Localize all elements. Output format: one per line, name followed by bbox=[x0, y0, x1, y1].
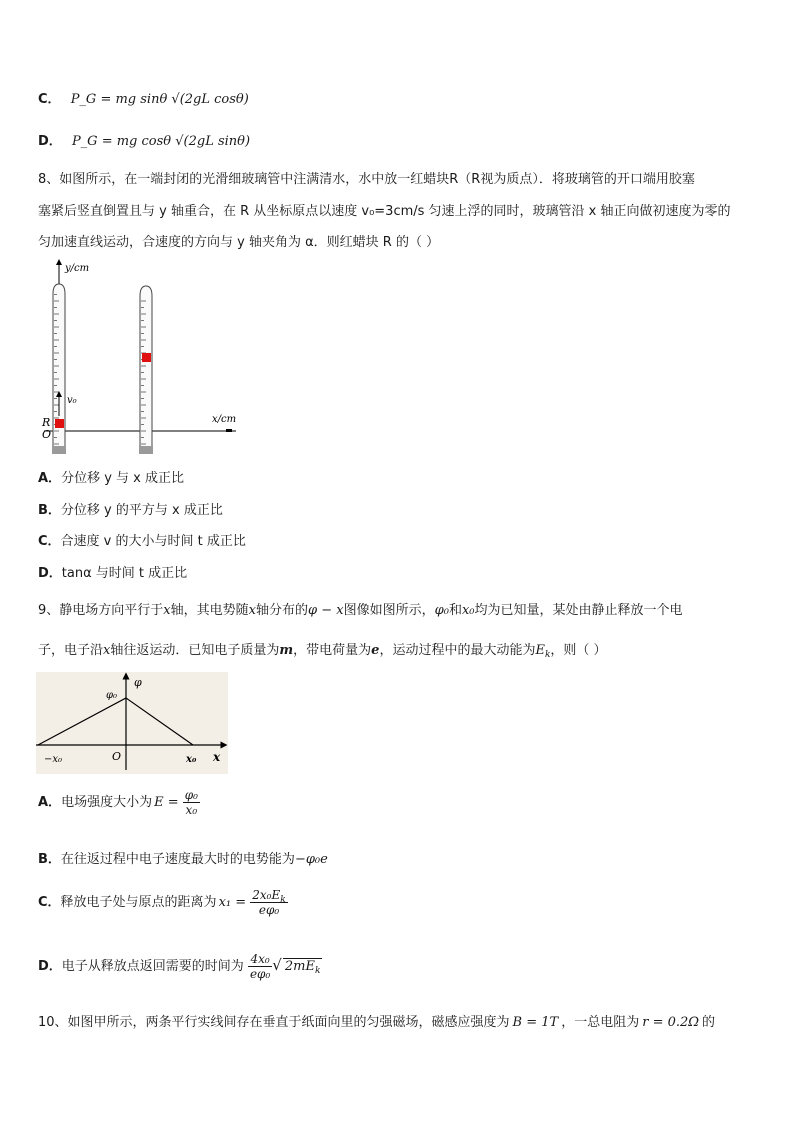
sqrt-body bbox=[283, 958, 323, 974]
formula: P_G = mg sinθ √(2gL cosθ) bbox=[70, 92, 249, 107]
option-label: C． bbox=[38, 92, 61, 107]
red-wax-block-moved bbox=[142, 353, 151, 362]
option-text: 在往返过程中电子速度最大时的电势能为 bbox=[60, 852, 295, 867]
q9-option-a bbox=[38, 788, 200, 817]
q8-option-b bbox=[38, 499, 223, 518]
stem-text: 图像如图所示， bbox=[343, 603, 435, 618]
q8-option-d bbox=[38, 562, 187, 581]
stem-text: 轴，其电势随 bbox=[170, 603, 249, 618]
sqrt-sign: √ bbox=[272, 956, 282, 974]
fraction bbox=[250, 888, 287, 917]
origin-label: O bbox=[42, 428, 52, 441]
numerator: 2x₀E bbox=[252, 888, 281, 902]
option-label: B． bbox=[38, 852, 61, 867]
phi-axis-label: φ bbox=[134, 676, 142, 689]
option-label: B． bbox=[38, 503, 61, 518]
stem-text: ，带电荷量为 bbox=[293, 643, 372, 658]
denominator: eφ₀ bbox=[249, 967, 271, 981]
numerator-sub: k bbox=[280, 895, 286, 905]
math-x: x bbox=[103, 643, 111, 658]
phi0-label: φ₀ bbox=[106, 690, 118, 701]
option-text: 电子从释放点返回需要的时间为 bbox=[61, 959, 244, 974]
q9-option-b bbox=[38, 848, 328, 867]
option-text: 分位移 y 与 x 成正比 bbox=[61, 471, 184, 486]
q8-option-a bbox=[38, 467, 184, 486]
option-label: D． bbox=[38, 566, 62, 581]
option-text: 合速度 v 的大小与时间 t 成正比 bbox=[60, 534, 246, 549]
numerator: φ₀ bbox=[184, 788, 198, 802]
option-text: 电场强度大小为 bbox=[61, 795, 153, 810]
stem-text: 10、如图甲所示，两条平行实线间存在垂直于纸面向里的匀强磁场，磁感应强度为 bbox=[38, 1015, 510, 1030]
math-x: x bbox=[248, 603, 256, 618]
stem-text: ，一总电阻为 bbox=[561, 1015, 640, 1030]
denominator: x₀ bbox=[185, 803, 198, 817]
glass-tube-1 bbox=[52, 284, 66, 454]
option-label: C． bbox=[38, 895, 61, 910]
q9-option-d bbox=[38, 952, 322, 981]
r-label: R bbox=[42, 416, 51, 429]
q9-stem-line-2 bbox=[38, 639, 607, 658]
x0-label: x₀ bbox=[186, 754, 197, 765]
option-label: A． bbox=[38, 795, 62, 810]
sqrt-sub: k bbox=[314, 966, 321, 976]
option-text: 分位移 y 的平方与 x 成正比 bbox=[60, 503, 223, 518]
math-phi0: φ₀ bbox=[434, 603, 449, 618]
q9-figure bbox=[36, 672, 228, 774]
math-ek-sub: k bbox=[544, 650, 551, 660]
origin-label: O bbox=[112, 750, 122, 763]
math-e: e bbox=[371, 643, 380, 658]
sqrt-content: 2mE bbox=[284, 959, 315, 974]
neg-x0-label: −x₀ bbox=[44, 754, 63, 765]
option-label: A． bbox=[38, 471, 62, 486]
v0-label: v₀ bbox=[67, 395, 77, 406]
q9-stem-line-1 bbox=[38, 599, 683, 618]
math-x: x bbox=[163, 603, 171, 618]
q8-stem-line-2: 塞紧后竖直倒置且与 y 轴重合，在 R 从坐标原点以速度 v₀=3cm/s 匀速上浮的同时，玻璃管沿 x 轴正向做初速度为零的 bbox=[38, 204, 731, 219]
math-r: r = 0.2Ω bbox=[642, 1015, 700, 1030]
stem-text: ，则（ ） bbox=[550, 643, 607, 658]
x-axis-label: x/cm bbox=[212, 414, 237, 425]
option-text: 释放电子处与原点的距离为 bbox=[60, 895, 217, 910]
math-ek: E bbox=[535, 643, 545, 658]
fraction bbox=[183, 788, 200, 817]
red-wax-block-start bbox=[55, 419, 64, 428]
q9-option-c bbox=[38, 888, 288, 917]
option-label: C． bbox=[38, 534, 61, 549]
math-phi-x: φ − x bbox=[308, 603, 344, 618]
q8-stem-line-3: 匀加速直线运动，合速度的方向与 y 轴夹角为 α．则红蜡块 R 的（ ） bbox=[38, 235, 440, 250]
option-text: tanα 与时间 t 成正比 bbox=[61, 566, 188, 581]
numerator: 4x₀ bbox=[248, 952, 272, 967]
fraction bbox=[248, 952, 272, 981]
q10-stem-line-1 bbox=[38, 1011, 715, 1030]
x-axis-label: x bbox=[213, 750, 221, 764]
formula: P_G = mg cosθ √(2gL sinθ) bbox=[71, 134, 251, 149]
q8-figure bbox=[36, 256, 246, 456]
q8-option-c bbox=[38, 530, 246, 549]
stem-text: 轴分布的 bbox=[255, 603, 308, 618]
stem-text: 和 bbox=[448, 603, 462, 618]
formula: −φ₀e bbox=[294, 852, 328, 867]
stem-text: 均为已知量，某处由静止释放一个电 bbox=[474, 603, 683, 618]
stem-text: ，运动过程中的最大动能为 bbox=[379, 643, 536, 658]
math-m: m bbox=[279, 643, 294, 658]
stem-text: 轴往返运动．已知电子质量为 bbox=[110, 643, 280, 658]
formula-lhs: E = bbox=[154, 795, 179, 810]
option-label: D． bbox=[38, 134, 62, 149]
math-x0: x₀ bbox=[461, 603, 475, 618]
y-axis-label: y/cm bbox=[65, 263, 90, 274]
glass-tube-2 bbox=[139, 286, 153, 454]
formula-lhs: x₁ = bbox=[218, 895, 247, 910]
denominator: eφ₀ bbox=[258, 903, 280, 917]
q7-option-d bbox=[38, 130, 250, 149]
math-b: B = 1T bbox=[512, 1015, 559, 1030]
option-label: D． bbox=[38, 959, 62, 974]
stem-text: 的 bbox=[702, 1015, 716, 1030]
stem-text: 9、静电场方向平行于 bbox=[38, 603, 164, 618]
stem-text: 子，电子沿 bbox=[38, 643, 104, 658]
q8-stem-line-1: 8、如图所示，在一端封闭的光滑细玻璃管中注满清水，水中放一红蜡块R（R视为质点）．将玻璃管的开口端用胶塞 bbox=[38, 172, 695, 187]
q7-option-c bbox=[38, 88, 249, 107]
